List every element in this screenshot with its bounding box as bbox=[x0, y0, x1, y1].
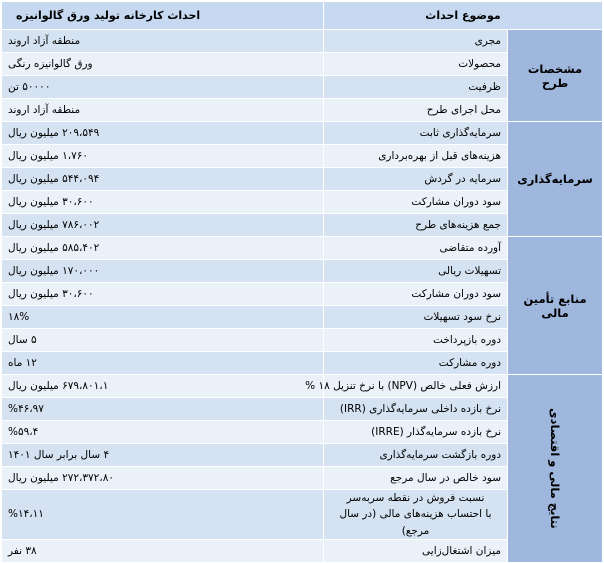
row-value: %۵۹،۴ bbox=[2, 421, 324, 444]
group-title-investment: سرمایه‌گذاری bbox=[508, 122, 603, 237]
row-label-two-line bbox=[324, 490, 508, 540]
row-label: ارزش فعلی خالص (NPV) با نرخ تنزیل ۱۸ % bbox=[324, 375, 508, 398]
row-value: ۲۷۲،۳۷۲،۸۰ میلیون ریال bbox=[2, 467, 324, 490]
row-label: نرخ بازده داخلی سرمایه‌گذاری (IRR) bbox=[324, 398, 508, 421]
row-value: %۱۴،۱۱ bbox=[2, 490, 324, 540]
table-row bbox=[2, 30, 603, 53]
header-topic-label: موضوع احداث bbox=[324, 2, 603, 30]
row-label-line1: نسبت فروش در نقطه سربه‌سر bbox=[346, 492, 485, 504]
row-value: ۷۸۶،۰۰۲ میلیون ریال bbox=[2, 214, 324, 237]
row-label: جمع هزینه‌های طرح bbox=[324, 214, 508, 237]
group-title-financing: منابع تأمین مالی bbox=[508, 237, 603, 375]
table-header-row bbox=[2, 2, 603, 30]
row-value: ۲۰۹،۵۴۹ میلیون ریال bbox=[2, 122, 324, 145]
table-row bbox=[2, 122, 603, 145]
row-label-line2: با احتساب هزینه‌های مالی (در سال مرجع) bbox=[339, 508, 492, 537]
row-value: ۱۷۰،۰۰۰ میلیون ریال bbox=[2, 260, 324, 283]
row-value: ۳۰،۶۰۰ میلیون ریال bbox=[2, 283, 324, 306]
row-label: میزان اشتغال‌زایی bbox=[324, 539, 508, 562]
row-value: ۶۷۹،۸۰۱،۱ میلیون ریال bbox=[2, 375, 324, 398]
row-value: ۵ سال bbox=[2, 329, 324, 352]
row-label: سرمایه در گردش bbox=[324, 168, 508, 191]
row-value: منطقه آزاد اروند bbox=[2, 30, 324, 53]
row-label: دوره مشارکت bbox=[324, 352, 508, 375]
table-row bbox=[2, 375, 603, 398]
row-label: تسهیلات ریالی bbox=[324, 260, 508, 283]
row-value: ۳۰،۶۰۰ میلیون ریال bbox=[2, 191, 324, 214]
row-value: ۵۰۰۰۰ تن bbox=[2, 76, 324, 99]
row-label: محل اجرای طرح bbox=[324, 99, 508, 122]
group-title-specs: مشخصات طرح bbox=[508, 30, 603, 122]
row-label: آورده متقاضی bbox=[324, 237, 508, 260]
row-value: ۱،۷۶۰ میلیون ریال bbox=[2, 145, 324, 168]
row-value: منطقه آزاد اروند bbox=[2, 99, 324, 122]
row-label: هزینه‌های قبل از بهره‌برداری bbox=[324, 145, 508, 168]
group-title-results: نتایج مالی و اقتصادی bbox=[508, 375, 603, 563]
row-label: ظرفیت bbox=[324, 76, 508, 99]
table-row bbox=[2, 237, 603, 260]
row-label: نرخ سود تسهیلات bbox=[324, 306, 508, 329]
row-value: ۴ سال برابر سال ۱۴۰۱ bbox=[2, 444, 324, 467]
row-value: ورق گالوانیزه رنگی bbox=[2, 53, 324, 76]
row-label: نرخ بازده سرمایه‌گذار (IRRE) bbox=[324, 421, 508, 444]
row-label: سود دوران مشارکت bbox=[324, 283, 508, 306]
row-label: دوره بازگشت سرمایه‌گذاری bbox=[324, 444, 508, 467]
row-value: ۳۸ نفر bbox=[2, 539, 324, 562]
row-value: ۱۲ ماه bbox=[2, 352, 324, 375]
project-summary-table bbox=[1, 1, 603, 563]
row-label: سود دوران مشارکت bbox=[324, 191, 508, 214]
row-label: دوره بازپرداخت bbox=[324, 329, 508, 352]
row-value: ۵۴۴،۰۹۴ میلیون ریال bbox=[2, 168, 324, 191]
row-label: محصولات bbox=[324, 53, 508, 76]
header-topic-value: احداث کارخانه تولید ورق گالوانیزه bbox=[2, 2, 324, 30]
row-label: سود خالص در سال مرجع bbox=[324, 467, 508, 490]
row-value: ۱۸% bbox=[2, 306, 324, 329]
row-label: سرمایه‌گذاری ثابت bbox=[324, 122, 508, 145]
row-label: مجری bbox=[324, 30, 508, 53]
row-value: ۵۸۵،۴۰۲ میلیون ریال bbox=[2, 237, 324, 260]
row-value: %۴۶،۹۷ bbox=[2, 398, 324, 421]
